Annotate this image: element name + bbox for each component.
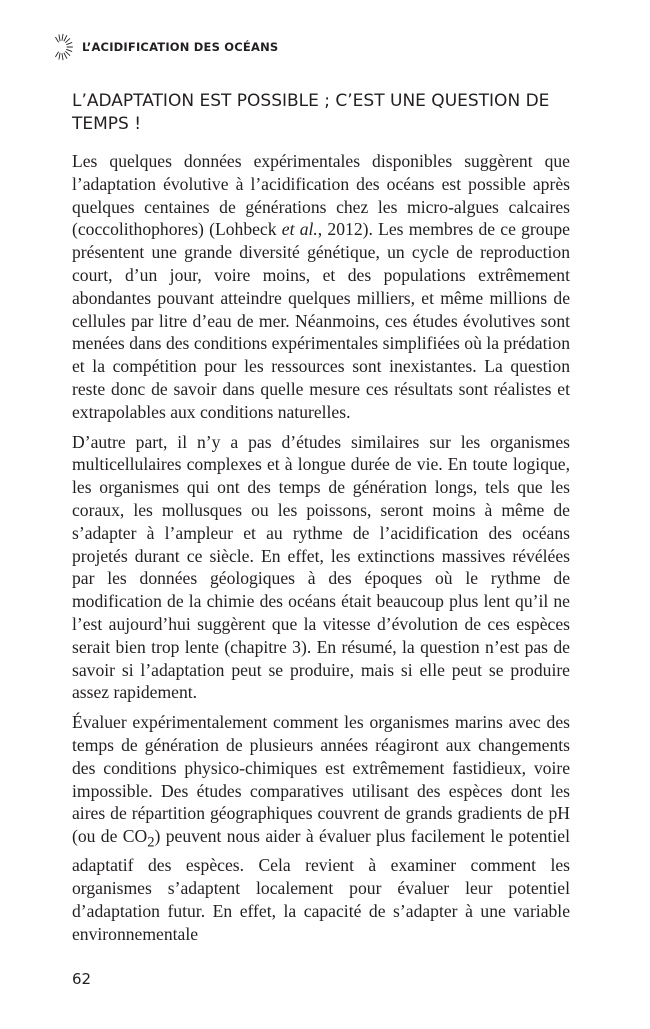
page-number: 62 bbox=[72, 970, 92, 988]
paragraph-3 bbox=[72, 711, 570, 945]
paragraph-3-text-a: Évaluer expérimentalement comment les organismes marins avec des temps de génération de plusieurs années réagiront aux changements des conditions physico-chimiques est extrêmement fastidieux, voire impossible. Des études comparatives utilisant des espèces dont les aires de répartition géographiques couvrent de grands gradients de pH (ou de CO bbox=[72, 712, 570, 847]
paragraph-1-text-b: , 2012). Les membres de ce groupe présentent une grande diversité génétique, un cycle de reproduction court, d’un jour, voire moins, et des populations extrêmement abondantes pouvant atteindre quelques milliers, et même millions de cellules par litre d’eau de mer. Néanmoins, ces études évolutives sont menées dans des conditions expérimentales simplifiées où la prédation et la compétition pour les ressources sont inexistantes. La question reste donc de savoir dans quelle mesure ces résultats sont réalistes et extrapolables aux conditions naturelles. bbox=[72, 219, 570, 422]
paragraph-3-text-b: ) peuvent nous aider à évaluer plus facilement le potentiel adaptatif des espèces. Cela revient à examiner comment les organismes s’adaptent localement pour évaluer leur potentiel d’adaptation futur. En effet, la capacité de s’adapter à une variable environnementale bbox=[72, 826, 570, 944]
citation-et-al: et al. bbox=[281, 219, 318, 240]
running-title: L’ACIDIFICATION DES OCÉANS bbox=[82, 40, 279, 54]
section-heading: L’ADAPTATION EST POSSIBLE ; C’EST UNE QUESTION DE TEMPS ! bbox=[72, 91, 550, 134]
paragraph-2: D’autre part, il n’y a pas d’études similaires sur les organismes multicellulaires complexes et à longue durée de vie. En toute logique, les organismes qui ont des temps de génération longs, tels que les coraux, les mollusques ou les poissons, seront moins à même de s’adapter à l’ampleur et au rythme de l’acidification des océans projetés durant ce siècle. En effet, les extinctions massives révélées par les données géologiques à des époques où le rythme de modification de la chimie des océans était beaucoup plus lent qu’il ne l’est aujourd’hui suggèrent que la vitesse d’évolution de ces espèces serait bien trop lente (chapitre 3). En résumé, la question n’est pas de savoir si l’adaptation peut se produire, mais si elle peut se produire assez rapidement. bbox=[72, 431, 570, 703]
sunburst-icon bbox=[52, 30, 74, 64]
co2-subscript: 2 bbox=[147, 834, 155, 851]
paragraph-1-text-a: Les quelques données expérimentales disponibles suggèrent que l’adaptation évolutive à l’acidification des océans est possible après quelques centaines de générations chez les micro-algues calcaires (coccolithophores) (Lohbeck bbox=[72, 151, 570, 240]
running-header bbox=[52, 30, 278, 64]
body-text bbox=[72, 150, 570, 946]
paragraph-1 bbox=[72, 150, 570, 424]
